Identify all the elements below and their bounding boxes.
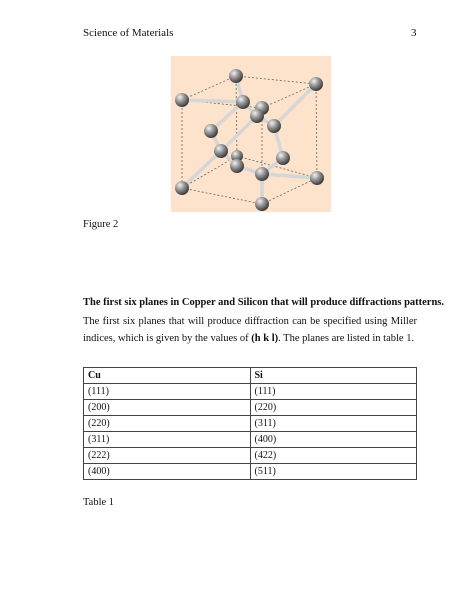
table-cell: (220): [250, 400, 417, 416]
table-header-si: Si: [250, 368, 417, 384]
atom: [250, 109, 264, 123]
table-cell: (400): [250, 432, 417, 448]
table-cell: (220): [84, 416, 251, 432]
figure-caption: Figure 2: [83, 219, 119, 230]
atom: [229, 69, 243, 83]
table-cell: (511): [250, 464, 417, 480]
table-row: [84, 400, 417, 416]
atom: [175, 93, 189, 107]
atom: [236, 95, 250, 109]
atom: [175, 181, 189, 195]
section-heading: The first six planes in Copper and Silicon that will produce diffractions patterns.: [83, 297, 445, 308]
table-cell: (311): [84, 432, 251, 448]
atom: [267, 119, 281, 133]
table-cell: (311): [250, 416, 417, 432]
paragraph-line-1: The first six planes that will produce diffraction can be specified using Miller indices,: [83, 316, 417, 344]
figure-background: [171, 56, 331, 212]
atom: [214, 144, 228, 158]
atom: [310, 171, 324, 185]
table-caption: Table 1: [83, 497, 115, 508]
body-paragraph: [83, 313, 417, 347]
diffraction-planes-table: [83, 367, 417, 480]
table-row: [84, 464, 417, 480]
table-row: [84, 416, 417, 432]
atom: [204, 124, 218, 138]
atom: [309, 77, 323, 91]
atom: [230, 159, 244, 173]
table-cell: (200): [84, 400, 251, 416]
page-number: 3: [411, 27, 417, 39]
table-cell: (111): [250, 384, 417, 400]
table-row: [84, 448, 417, 464]
table-header-cu: Cu: [84, 368, 251, 384]
table-header-row: [84, 368, 417, 384]
table-row: [84, 384, 417, 400]
table-cell: (400): [84, 464, 251, 480]
table-cell: (222): [84, 448, 251, 464]
table-row: [84, 432, 417, 448]
table-cell: (422): [250, 448, 417, 464]
atom: [276, 151, 290, 165]
atom: [255, 167, 269, 181]
crystal-structure-figure: [171, 56, 331, 212]
paragraph-line-2-start: which is given by the values of: [118, 333, 252, 344]
running-head: Science of Materials: [83, 27, 174, 39]
paragraph-line-2-end: . The planes are listed in table 1.: [278, 333, 415, 344]
miller-indices-term: (h k l): [251, 333, 279, 344]
table-cell: (111): [84, 384, 251, 400]
atom: [255, 197, 269, 211]
